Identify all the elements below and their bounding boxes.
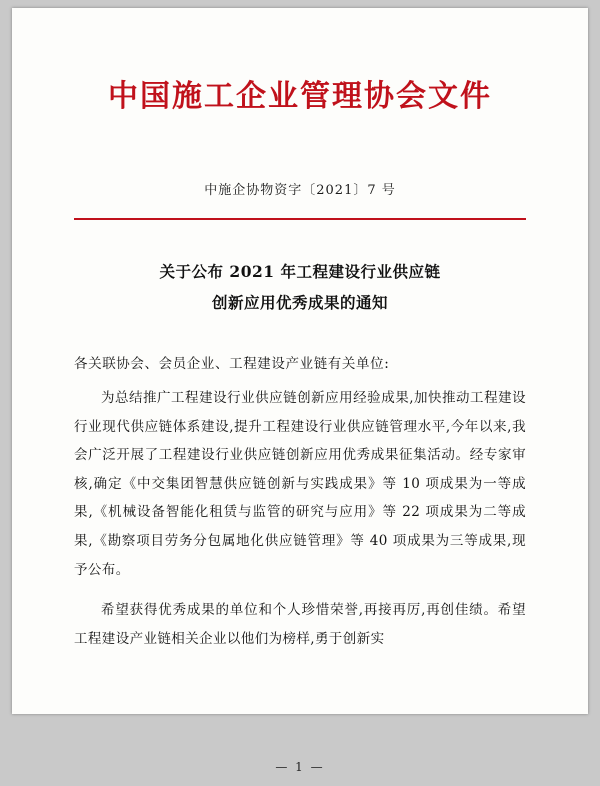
red-divider-rule	[74, 218, 526, 220]
subject-line-2: 创新应用优秀成果的通知	[211, 293, 388, 312]
salutation: 各关联协会、会员企业、工程建设产业链有关单位:	[74, 356, 390, 372]
subject-line-1: 关于公布 2021 年工程建设行业供应链	[159, 262, 441, 281]
page-content	[12, 80, 588, 786]
body-paragraph-2: 希望获得优秀成果的单位和个人珍惜荣誉,再接再厉,再创佳绩。希望工程建设产业链相关企业以他们为榜样,勇于创新实	[74, 602, 526, 647]
document-page	[12, 8, 588, 774]
page-number: — 1 —	[275, 760, 325, 774]
document-number: 中施企协物资字〔2021〕7 号	[204, 183, 396, 198]
body-paragraph-1: 为总结推广工程建设行业供应链创新应用经验成果,加快推动工程建设行业现代供应链体系建设,提升工程建设行业供应链管理水平,今年以来,我会广泛开展了工程建设行业供应链创新应用优秀成果征集活动。经专家审核,确定《中交集团智慧供应链创新与实践成果》等 10 项成果为一等成果,《机械设备智能化租赁与监管的研究与应用》等 22 项成果为二等成果,《勘察项目劳务分包属地化供应链管理》等 40 项成果为三等成果,现予公布。	[74, 390, 526, 578]
organization-title: 中国施工企业管理协会文件	[108, 79, 492, 114]
document-subject	[74, 256, 526, 318]
